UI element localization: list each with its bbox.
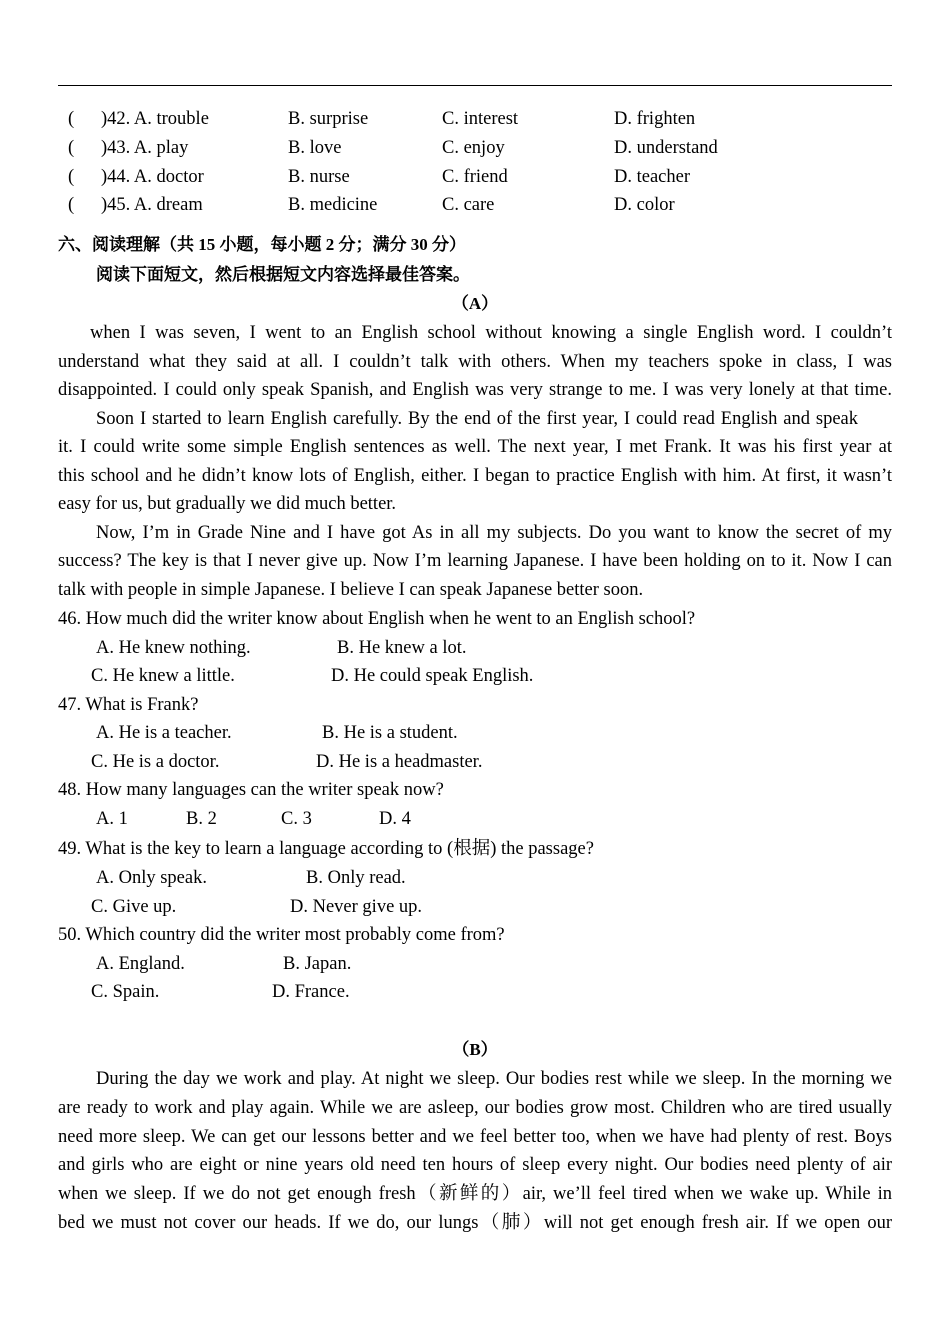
option-a[interactable]: A. He is a teacher.	[96, 723, 232, 743]
passage-line: Soon I started to learn English carefully. By the end of the first year, I could read English and speak	[96, 409, 858, 429]
choice-c: C. enjoy	[442, 138, 505, 158]
passage-line: need more sleep. We can get our lessons better and we feel better too, when we have had plenty of rest. Boys	[58, 1127, 892, 1147]
passage-line: when we sleep. If we do not get enough fresh（新鲜的）air, we’ll feel tired when we wake up. While in	[58, 1184, 892, 1204]
option-d[interactable]: D. He could speak English.	[331, 666, 534, 686]
option-b[interactable]: B. He is a student.	[322, 723, 458, 743]
option-a[interactable]: A. England.	[96, 954, 185, 974]
answer-bracket[interactable]: (	[68, 138, 75, 158]
answer-bracket[interactable]: (	[68, 109, 75, 129]
question-stem: 50. Which country did the writer most probably come from?	[58, 925, 505, 945]
passage-line: and girls who are eight or nine years old need ten hours of sleep every night. Our bodies need plenty of air	[58, 1155, 892, 1175]
passage-line: it. I could write some simple English sentences as well. The next year, I met Frank. It was his first year at	[58, 437, 892, 457]
question-stem: 49. What is the key to learn a language according to (根据) the passage?	[58, 839, 594, 859]
question-stem: 47. What is Frank?	[58, 695, 199, 715]
option-c[interactable]: C. 3	[281, 809, 312, 829]
option-d[interactable]: D. He is a headmaster.	[316, 752, 483, 772]
option-b[interactable]: B. 2	[186, 809, 217, 829]
option-c[interactable]: C. Give up.	[91, 897, 177, 917]
passage-line: disappointed. I could only speak Spanish, and English was very strange to me. I was very lonely at that time.	[58, 380, 892, 400]
option-c[interactable]: C. Spain.	[91, 982, 160, 1002]
option-b[interactable]: B. He knew a lot.	[337, 638, 467, 658]
choice-d: D. teacher	[614, 167, 691, 187]
passage-b-label: （B）	[452, 1040, 498, 1059]
option-b[interactable]: B. Only read.	[306, 868, 406, 888]
choice-d: D. frighten	[614, 109, 696, 129]
question-stem: 48. How many languages can the writer speak now?	[58, 780, 444, 800]
section-heading: 六、阅读理解（共 15 小题，每小题 2 分；满分 30 分）	[58, 235, 466, 254]
choice-a: )42. A. trouble	[101, 109, 209, 129]
option-a[interactable]: A. 1	[96, 809, 128, 829]
option-c[interactable]: C. He is a doctor.	[91, 752, 220, 772]
option-c[interactable]: C. He knew a little.	[91, 666, 235, 686]
option-d[interactable]: D. France.	[272, 982, 350, 1002]
option-a[interactable]: A. He knew nothing.	[96, 638, 251, 658]
option-b[interactable]: B. Japan.	[283, 954, 352, 974]
choice-b: B. surprise	[288, 109, 369, 129]
passage-line: success? The key is that I never give up. Now I’m learning Japanese. I have been holding on to it. Now I can	[58, 551, 892, 571]
choice-c: C. care	[442, 195, 495, 215]
choice-d: D. color	[614, 195, 675, 215]
answer-bracket[interactable]: (	[68, 195, 75, 215]
passage-line: understand what they said at all. I couldn’t talk with others. When my teachers spoke in class, I was	[58, 352, 892, 372]
header-rule	[58, 85, 892, 86]
passage-line: when I was seven, I went to an English school without knowing a single English word. I couldn’t	[90, 323, 892, 343]
choice-b: B. medicine	[288, 195, 378, 215]
choice-c: C. interest	[442, 109, 519, 129]
choice-a: )45. A. dream	[101, 195, 203, 215]
answer-bracket[interactable]: (	[68, 167, 75, 187]
passage-line: this school and he didn’t know lots of English, either. I began to practice English with him. At first, it wasn’t	[58, 466, 892, 486]
passage-line: bed we must not cover our heads. If we do, our lungs（肺）will not get enough fresh air. If we open our	[58, 1213, 892, 1233]
choice-b: B. love	[288, 138, 342, 158]
passage-line: Now, I’m in Grade Nine and I have got As in all my subjects. Do you want to know the secret of my	[96, 523, 892, 543]
option-a[interactable]: A. Only speak.	[96, 868, 207, 888]
choice-a: )43. A. play	[101, 138, 189, 158]
choice-c: C. friend	[442, 167, 508, 187]
question-stem: 46. How much did the writer know about English when he went to an English school?	[58, 609, 696, 629]
option-d[interactable]: D. Never give up.	[290, 897, 423, 917]
choice-a: )44. A. doctor	[101, 167, 204, 187]
passage-line: During the day we work and play. At night we sleep. Our bodies rest while we sleep. In the morning we	[96, 1069, 892, 1089]
section-instruction: 阅读下面短文，然后根据短文内容选择最佳答案。	[96, 265, 470, 284]
passage-line: are ready to work and play again. While we are asleep, our bodies grow most. Children who are tired usually	[58, 1098, 892, 1118]
passage-line: easy for us, but gradually we did much better.	[58, 494, 397, 514]
passage-a-label: （A）	[451, 294, 499, 313]
option-d[interactable]: D. 4	[379, 809, 411, 829]
choice-b: B. nurse	[288, 167, 350, 187]
choice-d: D. understand	[614, 138, 718, 158]
passage-line: talk with people in simple Japanese. I believe I can speak Japanese better soon.	[58, 580, 644, 600]
